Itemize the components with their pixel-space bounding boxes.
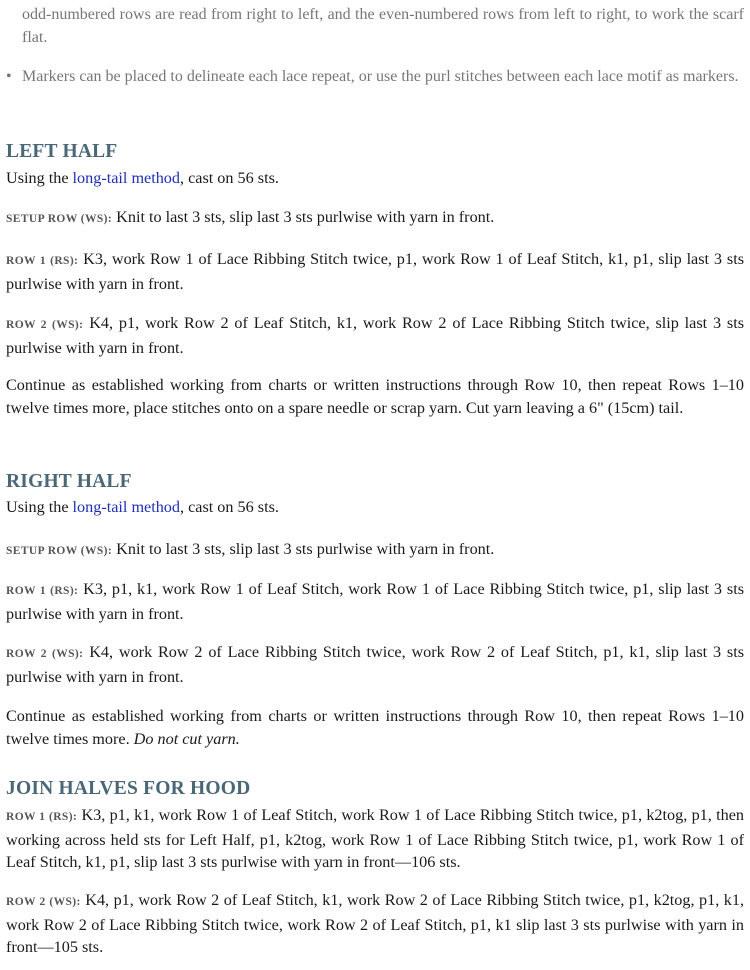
heading-right-half: RIGHT HALF — [6, 471, 132, 492]
heading-join-halves: JOIN HALVES FOR HOOD — [6, 778, 251, 799]
row-label: ROW 1 (RS): — [6, 255, 79, 267]
row-text: K3, work Row 1 of Lace Ribbing Stitch twice, p1, work Row 1 of Leaf Stitch, k1, p1, slip last 3 sts purlwise with yarn in front. — [6, 250, 744, 293]
row-text: K3, p1, k1, work Row 1 of Leaf Stitch, work Row 1 of Lace Ribbing Stitch twice, p1, slip last 3 sts purlwise with yarn in front. — [6, 580, 744, 623]
row-label: ROW 1 (RS): — [6, 585, 79, 597]
row-label: ROW 2 (WS): — [6, 648, 84, 660]
cast-on-text: Using the — [6, 169, 73, 187]
right-continue — [6, 705, 744, 750]
note-row-direction — [6, 4, 744, 49]
row-text: K4, work Row 2 of Lace Ribbing Stitch twice, work Row 2 of Leaf Stitch, p1, k1, slip last 3 sts purlwise with yarn in front. — [6, 643, 745, 686]
long-tail-method-link[interactable]: long-tail method — [72, 169, 180, 187]
row-label: ROW 2 (WS): — [6, 319, 84, 331]
right-row-2 — [6, 641, 744, 688]
bullet-icon: • — [6, 68, 12, 85]
continue-emphasis: Do not cut yarn. — [133, 729, 240, 748]
row-text: K3, p1, k1, work Row 1 of Leaf Stitch, work Row 1 of Lace Ribbing Stitch twice, p1, k2tog, p1, then working across held sts for Left Half, p1, k2tog, work Row 1 of Lace Ribbing Stitch twice, p1, work Row 1 of Leaf Stitch, k1, p1, slip last 3 sts purlwise with yarn in front—106 sts. — [6, 806, 744, 871]
right-setup-row — [6, 538, 744, 563]
left-setup-row — [6, 206, 744, 231]
right-cast-on — [6, 496, 744, 519]
row-text: K4, p1, work Row 2 of Leaf Stitch, k1, work Row 2 of Lace Ribbing Stitch twice, slip last 3 sts purlwise with yarn in front. — [6, 314, 745, 357]
left-cast-on — [6, 167, 744, 190]
row-text: Knit to last 3 sts, slip last 3 sts purlwise with yarn in front. — [112, 208, 495, 226]
note-markers — [6, 66, 744, 89]
continue-text: Continue as established working from charts or written instructions through Row 10, then repeat Rows 1–10 twelve times more. — [6, 707, 744, 748]
left-row-1 — [6, 248, 744, 295]
cast-on-text: , cast on 56 sts. — [180, 169, 279, 187]
right-row-1 — [6, 578, 744, 625]
note-text: odd-numbered rows are read from right to left, and the even-numbered rows from left to right, to work the scarf flat. — [22, 6, 744, 46]
note-text: Markers can be placed to delineate each lace repeat, or use the purl stitches between each lace motif as markers. — [22, 68, 739, 85]
left-row-2 — [6, 312, 744, 359]
join-row-2 — [6, 889, 744, 959]
row-text: Knit to last 3 sts, slip last 3 sts purlwise with yarn in front. — [112, 540, 495, 558]
cast-on-text: Using the — [6, 498, 73, 516]
row-label: ROW 1 (RS): — [6, 811, 78, 823]
left-continue: Continue as established working from charts or written instructions through Row 10, then repeat Rows 1–10 twelve times more, place stitches onto on a spare needle or scrap yarn. Cut yarn leaving a 6" (15cm) tail. — [6, 376, 744, 417]
row-text: K4, p1, work Row 2 of Leaf Stitch, k1, work Row 2 of Lace Ribbing Stitch twice, p1, k2tog, p1, k1, work Row 2 of Lace Ribbing Stitch twice, work Row 2 of Leaf Stitch, p1, k1 slip last 3 sts purlwise with yarn in front—105 sts. — [6, 891, 745, 956]
heading-left-half: LEFT HALF — [6, 141, 118, 162]
long-tail-method-link[interactable]: long-tail method — [72, 498, 180, 516]
row-label: SETUP ROW (WS): — [6, 213, 113, 225]
row-label: ROW 2 (WS): — [6, 896, 81, 908]
cast-on-text: , cast on 56 sts. — [180, 498, 279, 516]
row-label: SETUP ROW (WS): — [6, 545, 113, 557]
join-row-1 — [6, 804, 744, 874]
